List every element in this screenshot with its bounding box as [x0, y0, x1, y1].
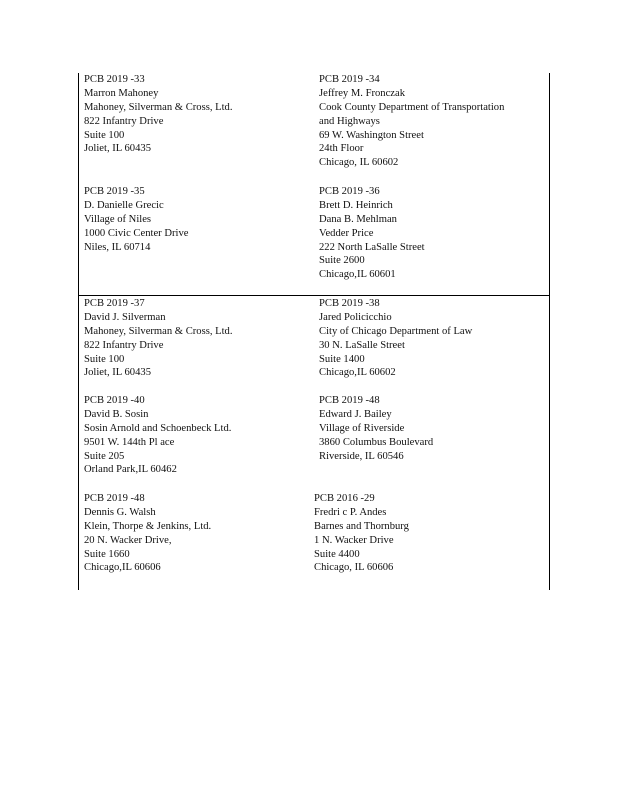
city-state-zip: Chicago, IL 60602 [319, 157, 399, 169]
city-state-zip: Chicago,IL 60602 [319, 367, 396, 379]
case-number: PCB 2019 -34 [319, 74, 380, 85]
contact-name: Brett D. Heinrich [319, 199, 393, 211]
city-state-zip: Joliet, IL 60435 [84, 367, 151, 379]
organization: Cook County Department of Transportation [319, 101, 505, 113]
street-address: 3860 Columbus Boulevard [319, 436, 434, 448]
street-address: 20 N. Wacker Drive, [84, 534, 172, 546]
case-number: PCB 2019 -48 [84, 493, 145, 504]
service-entry-pcb-2019-34 [319, 73, 504, 170]
organization: Sosin Arnold and Schoenbeck Ltd. [84, 422, 232, 434]
contact-name-2: Dana B. Mehlman [319, 213, 397, 225]
city-state-zip: Chicago, IL 60606 [314, 562, 394, 574]
contact-name: Marron Mahoney [84, 87, 159, 99]
floor: 24th Floor [319, 143, 364, 155]
suite: Suite 1400 [319, 353, 365, 365]
street-address: 222 North LaSalle Street [319, 241, 425, 253]
suite: Suite 100 [84, 353, 125, 365]
suite: Suite 1660 [84, 548, 130, 560]
organization: Klein, Thorpe & Jenkins, Ltd. [84, 520, 212, 532]
case-number: PCB 2019 -36 [319, 186, 380, 197]
service-entry-pcb-2019-40 [84, 394, 231, 477]
city-state-zip: Joliet, IL 60435 [84, 143, 151, 155]
suite: Suite 100 [84, 129, 125, 141]
section-divider [78, 295, 550, 296]
city-state-zip: Chicago,IL 60606 [84, 562, 161, 574]
organization: Mahoney, Silverman & Cross, Ltd. [84, 101, 233, 113]
contact-name: D. Danielle Grecic [84, 199, 164, 211]
service-entry-pcb-2019-36 [319, 185, 425, 282]
service-entry-pcb-2019-48-walsh [84, 492, 211, 575]
service-entry-pcb-2019-48-bailey [319, 394, 433, 463]
case-number: PCB 2019 -40 [84, 395, 145, 406]
organization: Vedder Price [319, 227, 374, 239]
organization: City of Chicago Department of Law [319, 325, 473, 337]
organization-continued: and Highways [319, 115, 380, 127]
contact-name: Jared Policicchio [319, 311, 392, 323]
street-address: 1000 Civic Center Drive [84, 227, 189, 239]
case-number: PCB 2019 -38 [319, 298, 380, 309]
suite: Suite 205 [84, 450, 125, 462]
organization: Mahoney, Silverman & Cross, Ltd. [84, 325, 233, 337]
organization: Village of Niles [84, 213, 152, 225]
street-address: 69 W. Washington Street [319, 129, 424, 141]
organization: Barnes and Thornburg [314, 520, 409, 532]
case-number: PCB 2019 -35 [84, 186, 145, 197]
contact-name: Dennis G. Walsh [84, 506, 156, 518]
contact-name: Jeffrey M. Fronczak [319, 87, 405, 99]
service-entry-pcb-2019-38 [319, 297, 472, 380]
city-state-zip: Riverside, IL 60546 [319, 450, 404, 462]
contact-name: David J. Silverman [84, 311, 166, 323]
service-entry-pcb-2016-29 [314, 492, 409, 575]
street-address: 9501 W. 144th Pl ace [84, 436, 175, 448]
city-state-zip: Chicago,IL 60601 [319, 269, 396, 281]
suite: Suite 2600 [319, 255, 365, 267]
service-entry-pcb-2019-33 [84, 73, 233, 156]
contact-name: Fredri c P. Andes [314, 506, 387, 518]
street-address: 822 Infantry Drive [84, 339, 164, 351]
street-address: 1 N. Wacker Drive [314, 534, 394, 546]
case-number: PCB 2019 -37 [84, 298, 145, 309]
organization: Village of Riverside [319, 422, 405, 434]
case-number: PCB 2016 -29 [314, 493, 375, 504]
street-address: 30 N. LaSalle Street [319, 339, 405, 351]
service-entry-pcb-2019-35 [84, 185, 188, 254]
case-number: PCB 2019 -48 [319, 395, 380, 406]
city-state-zip: Orland Park,IL 60462 [84, 464, 177, 476]
case-number: PCB 2019 -33 [84, 74, 145, 85]
table-right-border [549, 73, 550, 590]
table-left-border [78, 73, 79, 590]
street-address: 822 Infantry Drive [84, 115, 164, 127]
city-state-zip: Niles, IL 60714 [84, 241, 151, 253]
service-entry-pcb-2019-37 [84, 297, 233, 380]
suite: Suite 4400 [314, 548, 360, 560]
contact-name: Edward J. Bailey [319, 408, 392, 420]
contact-name: David B. Sosin [84, 408, 149, 420]
